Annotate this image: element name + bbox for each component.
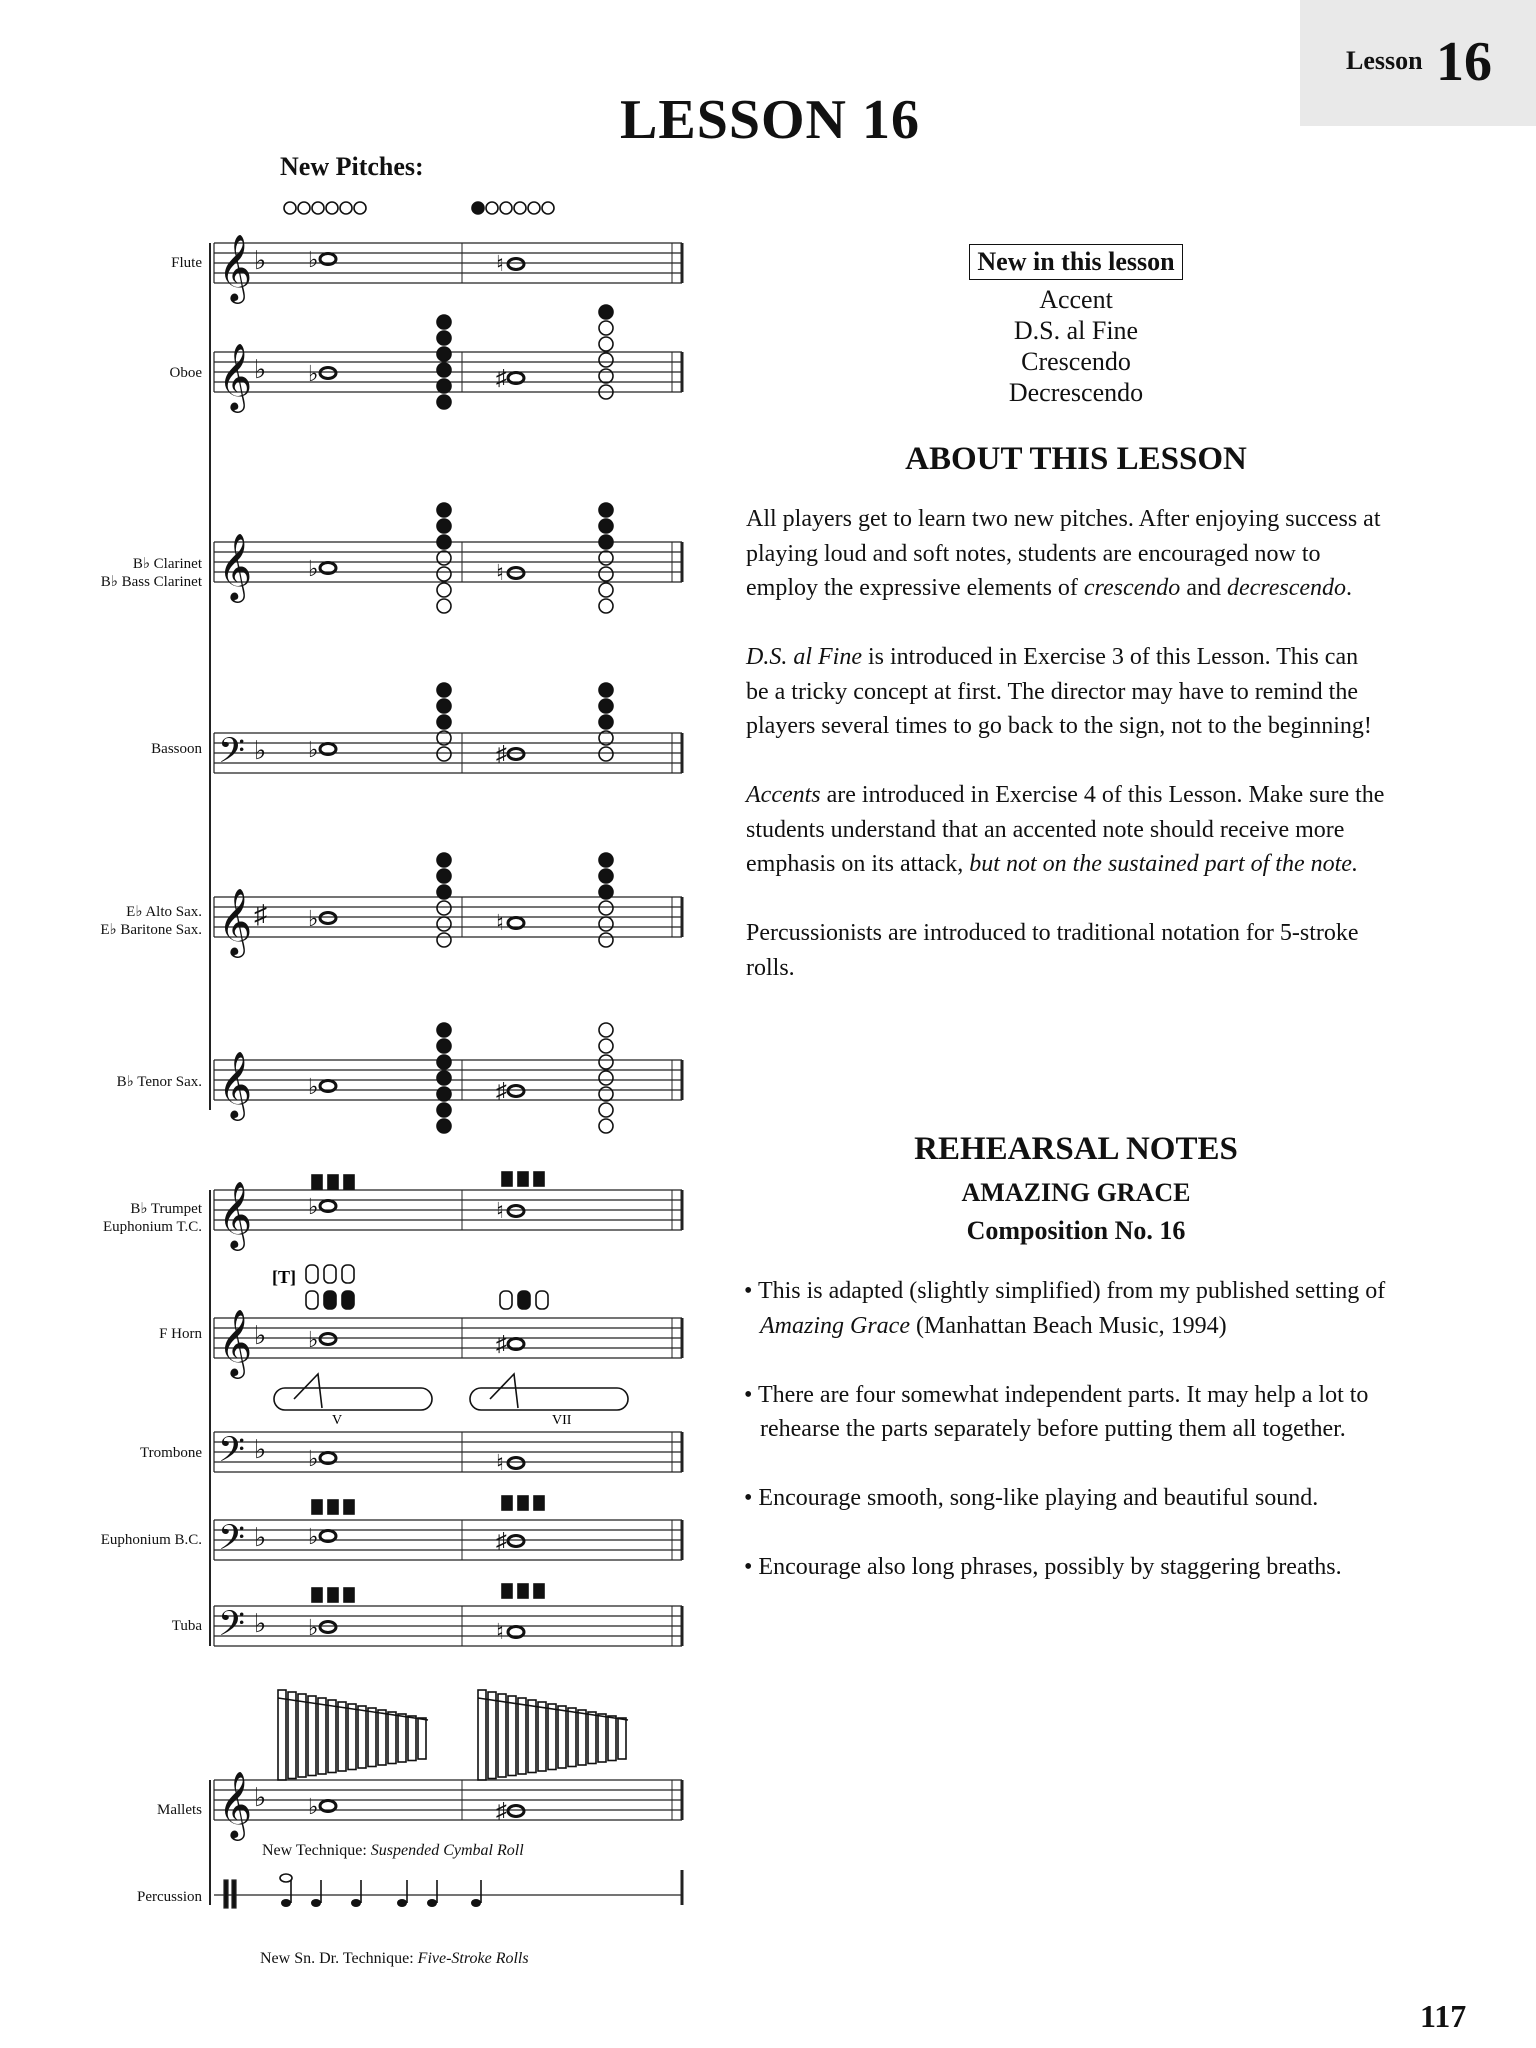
svg-text:𝄢: 𝄢 [218, 1520, 246, 1566]
svg-text:♯: ♯ [496, 1528, 507, 1553]
svg-text:𝄢: 𝄢 [218, 1606, 246, 1652]
fingering-charts [274, 202, 628, 1907]
trombone-position-2: VII [552, 1413, 572, 1428]
rehearsal-bullet-3: • Encourage smooth, song-like playing and beautiful sound. [744, 1485, 1319, 1511]
svg-text:𝄞: 𝄞 [218, 1182, 253, 1247]
svg-text:♭: ♭ [308, 1327, 319, 1352]
svg-text:♭: ♭ [254, 355, 267, 384]
score-system [0, 0, 760, 2000]
rehearsal-heading: REHEARSAL NOTES [914, 1131, 1238, 1167]
instrument-percussion: Percussion [137, 1889, 202, 1905]
svg-text:♭: ♭ [254, 246, 267, 275]
svg-text:♭: ♭ [308, 1194, 319, 1219]
instrument-horn: F Horn [159, 1326, 202, 1342]
new-technique-note [262, 1842, 524, 1860]
svg-text:𝄞: 𝄞 [218, 1052, 253, 1117]
new-technique-label: New Technique: [262, 1842, 367, 1859]
svg-text:♭: ♭ [308, 906, 319, 931]
svg-text:♮: ♮ [496, 910, 504, 935]
about-paragraph-2: D.S. al Fine is introduced in Exercise 3 of this Lesson. This can be a tricky concept at first. The director may have to remind the players several times to go back to the sign, not to the beginning! [746, 644, 1372, 739]
svg-text:𝄢: 𝄢 [218, 1432, 246, 1478]
lesson-tab-number: 16 [1436, 31, 1492, 93]
new-item-ds-al-fine: D.S. al Fine [1013, 316, 1139, 345]
svg-text:𝄞: 𝄞 [218, 235, 253, 300]
svg-text:♭: ♭ [254, 1435, 267, 1464]
instrument-trumpet: B♭ Trumpet Euphonium T.C. [102, 1201, 202, 1235]
svg-text:♭: ♭ [308, 361, 319, 386]
instrument-trombone: Trombone [140, 1445, 202, 1461]
instrument-tenor-sax: B♭ Tenor Sax. [116, 1074, 202, 1090]
lesson-tab [1300, 0, 1536, 126]
svg-text:♭: ♭ [308, 1615, 319, 1640]
instrument-euphonium-bc: Euphonium B.C. [100, 1532, 202, 1548]
svg-text:♯: ♯ [496, 1078, 507, 1103]
svg-text:♭: ♭ [308, 737, 319, 762]
svg-text:♭: ♭ [254, 1609, 267, 1638]
new-item-decrescendo: Decrescendo [1008, 378, 1144, 407]
page-number: 117 [1420, 1998, 1467, 2034]
new-item-accent: Accent [1039, 285, 1113, 314]
svg-text:𝄞: 𝄞 [218, 344, 253, 409]
instrument-clarinet: B♭ Clarinet B♭ Bass Clarinet [100, 556, 202, 590]
svg-text:𝄞: 𝄞 [218, 1772, 253, 1837]
rehearsal-subheading: AMAZING GRACE [961, 1178, 1191, 1207]
svg-text:𝄞: 𝄞 [218, 1310, 253, 1375]
snare-technique-value: Five-Stroke Rolls [417, 1950, 529, 1967]
svg-text:♭: ♭ [308, 1794, 319, 1819]
about-heading: ABOUT THIS LESSON [905, 441, 1247, 477]
rehearsal-notes-list [744, 1274, 1424, 1619]
instrument-tuba: Tuba [171, 1618, 202, 1634]
about-paragraph-4: Percussionists are introduced to traditional notation for 5-stroke rolls. [746, 920, 1359, 981]
composition-number: Composition No. 16 [966, 1216, 1186, 1245]
rehearsal-bullet-1: • This is adapted (slightly simplified) from my published setting of Amazing Grace (Manhattan Beach Music, 1994) [744, 1278, 1386, 1339]
lesson-tab-label: Lesson [1346, 46, 1423, 75]
svg-text:♭: ♭ [308, 247, 319, 272]
instrument-oboe: Oboe [169, 365, 202, 381]
svg-text:♭: ♭ [254, 1783, 267, 1812]
new-pitches-label: New Pitches: [280, 152, 424, 181]
svg-text:𝄞: 𝄞 [218, 534, 253, 599]
snare-technique-note [260, 1950, 529, 1968]
about-paragraph-1: All players get to learn two new pitches. After enjoying success at playing loud and soft notes, students are encouraged now to employ the expressive elements of crescendo and decrescendo. [746, 506, 1381, 601]
page-title: LESSON 16 [620, 89, 920, 151]
new-in-lesson-heading: New in this lesson [969, 244, 1182, 280]
svg-text:♭: ♭ [254, 1523, 267, 1552]
svg-text:♮: ♮ [496, 560, 504, 585]
instrument-mallets: Mallets [157, 1802, 202, 1818]
instrument-flute: Flute [171, 255, 202, 271]
svg-text:♯: ♯ [496, 365, 507, 390]
svg-text:♭: ♭ [308, 1074, 319, 1099]
svg-text:𝄢: 𝄢 [218, 733, 246, 779]
new-in-lesson [746, 244, 1406, 408]
about-body [746, 502, 1386, 1020]
svg-text:♮: ♮ [496, 1450, 504, 1475]
rehearsal-bullet-4: • Encourage also long phrases, possibly by staggering breaths. [744, 1554, 1342, 1580]
svg-text:♯: ♯ [496, 1798, 507, 1823]
horn-marker: [T] [272, 1267, 296, 1287]
svg-text:𝄞: 𝄞 [218, 889, 253, 954]
new-technique-value: Suspended Cymbal Roll [370, 1842, 524, 1859]
trombone-position-1: V [332, 1413, 343, 1428]
instrument-bassoon: Bassoon [151, 741, 202, 757]
svg-text:♯: ♯ [496, 741, 507, 766]
snare-technique-label: New Sn. Dr. Technique: [260, 1950, 414, 1967]
about-paragraph-3: Accents are introduced in Exercise 4 of this Lesson. Make sure the students understand that an accented note should receive more emphasis on its attack, but not on the sustained part of the note. [746, 782, 1385, 877]
svg-text:♮: ♮ [496, 1198, 504, 1223]
rehearsal-bullet-2: • There are four somewhat independent parts. It may help a lot to rehearse the parts separately before putting them all together. [744, 1381, 1369, 1442]
svg-text:♯: ♯ [496, 1331, 507, 1356]
svg-text:♭: ♭ [308, 556, 319, 581]
instrument-alto-sax: E♭ Alto Sax. E♭ Baritone Sax. [100, 904, 202, 938]
svg-text:♭: ♭ [308, 1446, 319, 1471]
svg-text:♯: ♯ [254, 900, 267, 929]
svg-text:♮: ♮ [496, 1619, 504, 1644]
svg-text:♭: ♭ [308, 1524, 319, 1549]
svg-text:♮: ♮ [496, 251, 504, 276]
svg-text:♭: ♭ [254, 736, 267, 765]
score-notes [308, 247, 524, 1823]
new-item-crescendo: Crescendo [1021, 347, 1131, 376]
svg-text:♭: ♭ [254, 1321, 267, 1350]
